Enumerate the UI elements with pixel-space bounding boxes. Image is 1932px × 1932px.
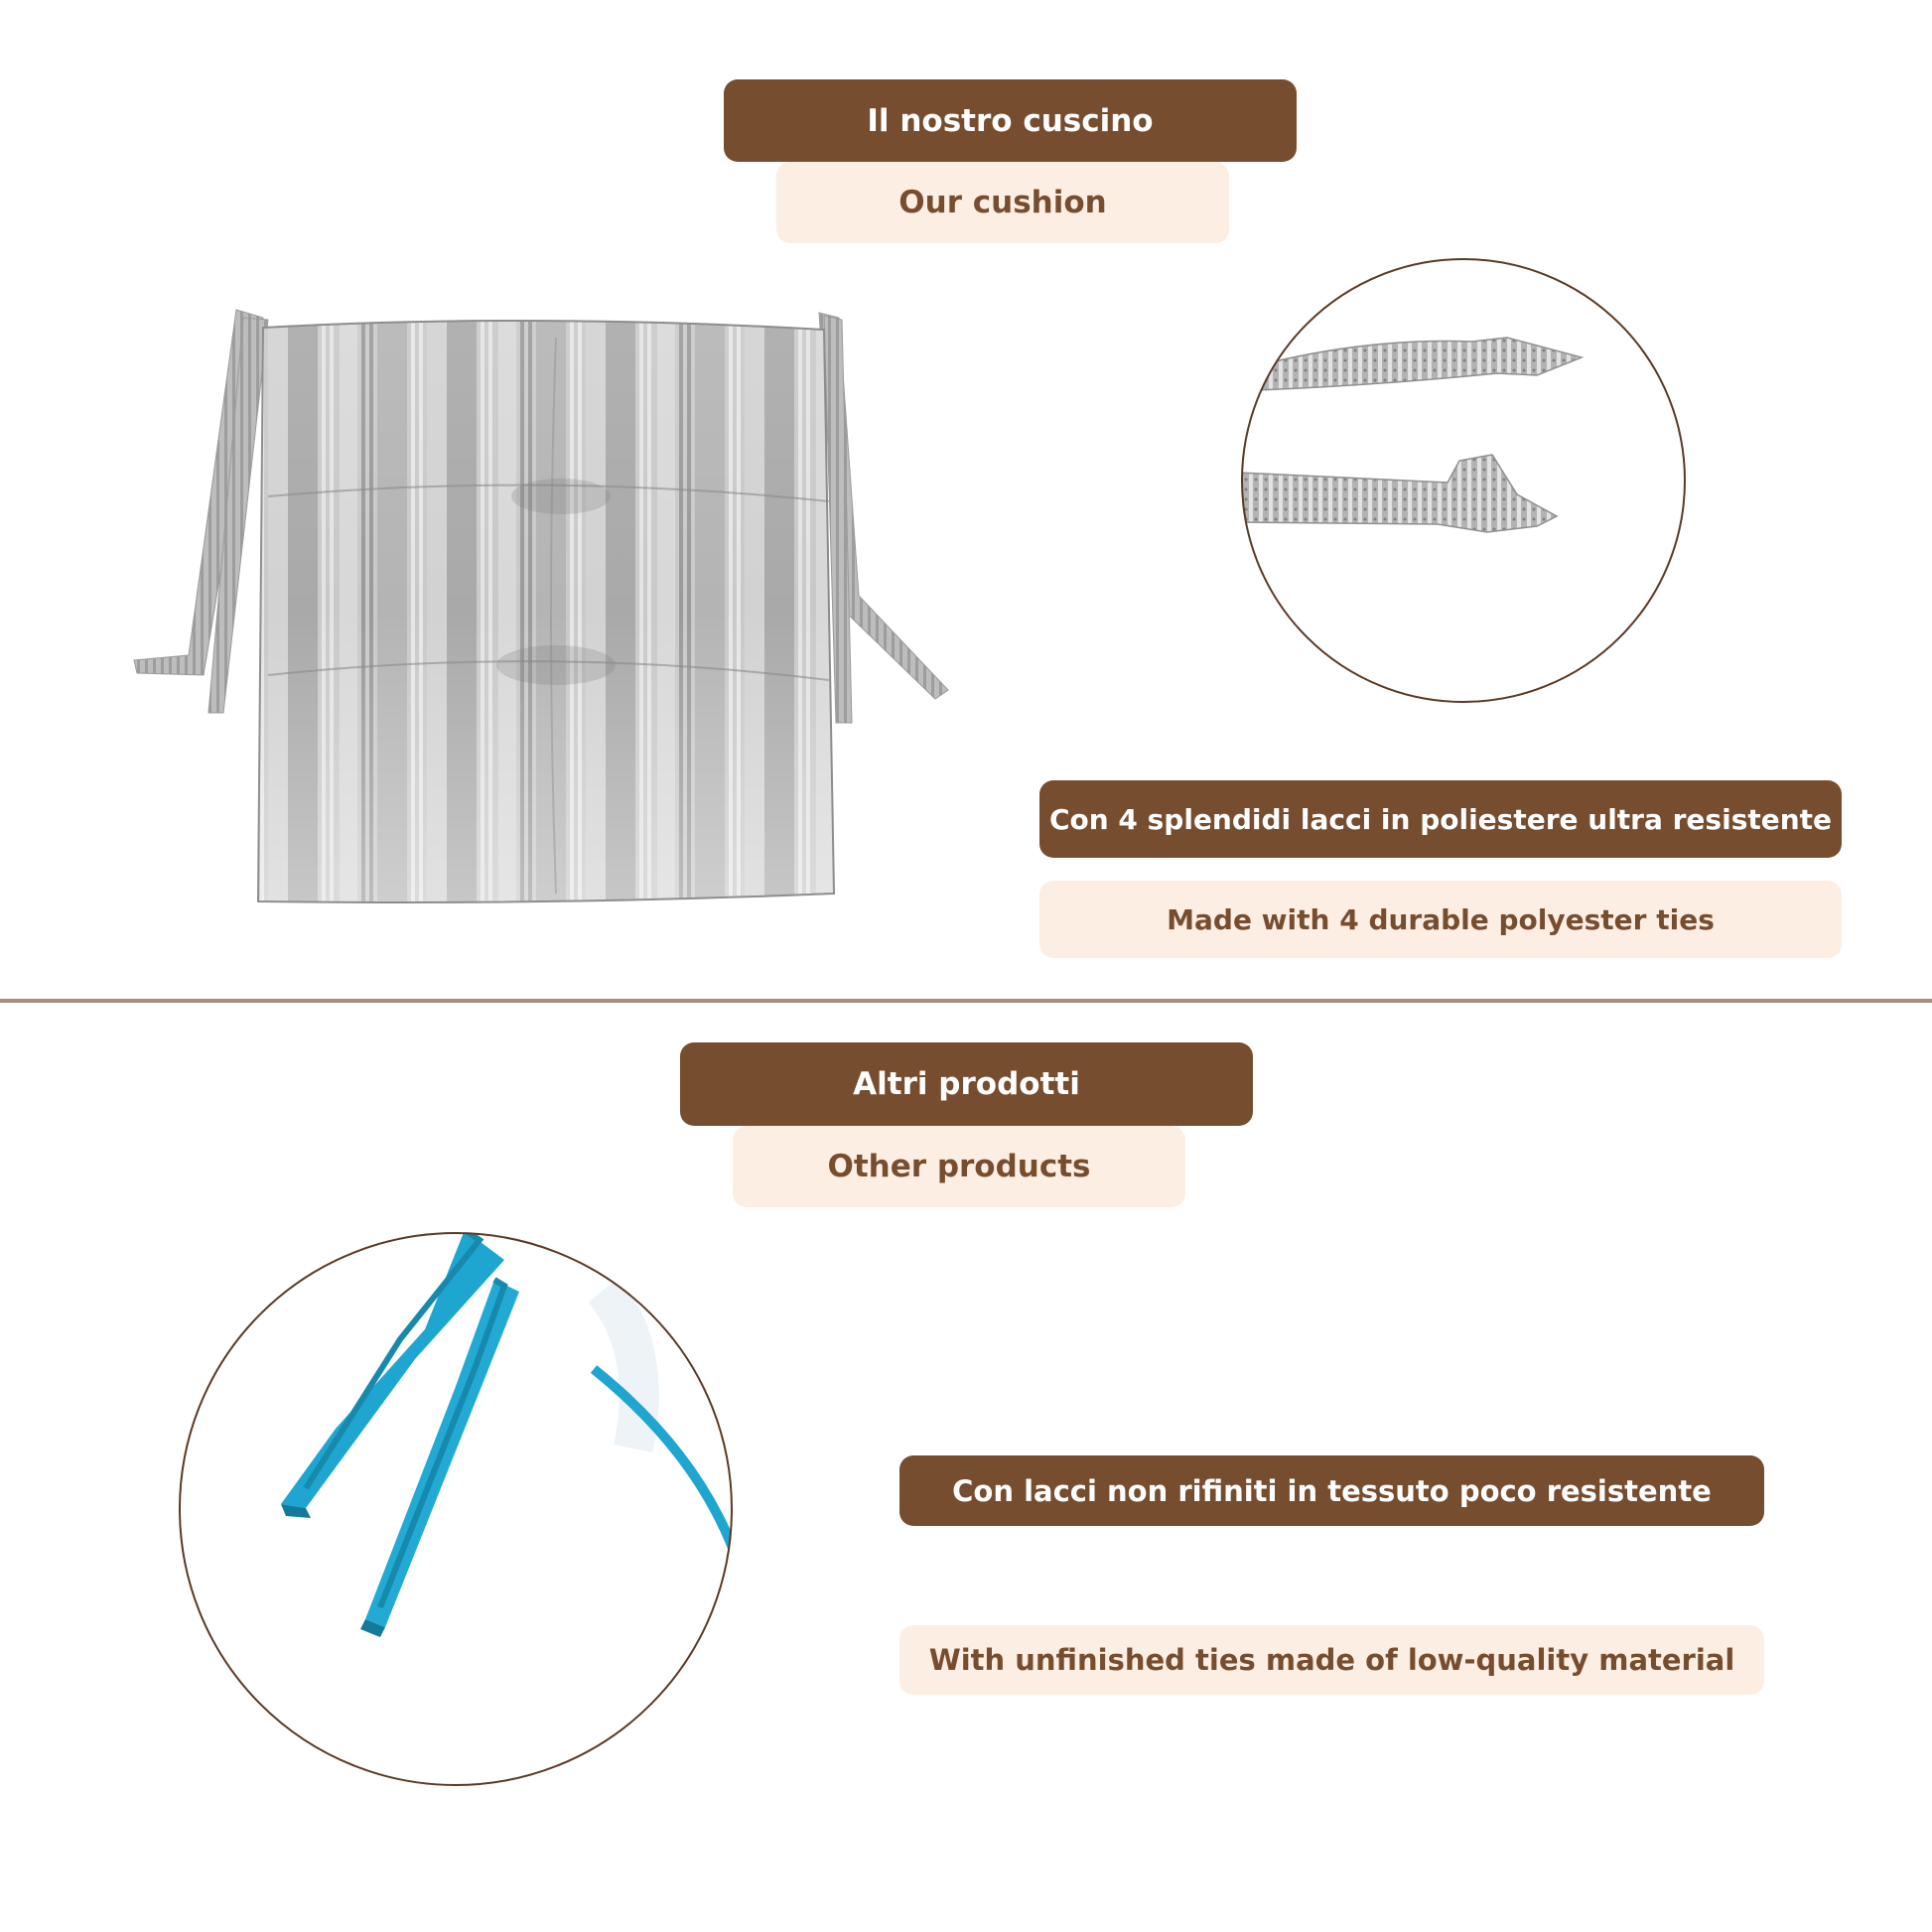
other-ties-feature-en: With unfinished ties made of low-quality material xyxy=(899,1625,1764,1695)
other-products-title: Altri prodotti xyxy=(680,1042,1253,1126)
other-products-subtitle: Other products xyxy=(733,1126,1185,1207)
our-cushion-title: Il nostro cuscino xyxy=(724,79,1297,162)
other-ties-closeup-image xyxy=(177,1230,735,1788)
our-cushion-subtitle: Our cushion xyxy=(776,162,1229,243)
our-ties-feature-it: Con 4 splendidi lacci in poliestere ultra resistente xyxy=(1039,780,1842,858)
cushion-image xyxy=(129,298,953,913)
other-ties-feature-it: Con lacci non rifiniti in tessuto poco resistente xyxy=(899,1455,1764,1526)
section-divider xyxy=(0,999,1932,1003)
our-ties-feature-en: Made with 4 durable polyester ties xyxy=(1039,881,1842,958)
our-ties-closeup-image xyxy=(1239,256,1688,705)
